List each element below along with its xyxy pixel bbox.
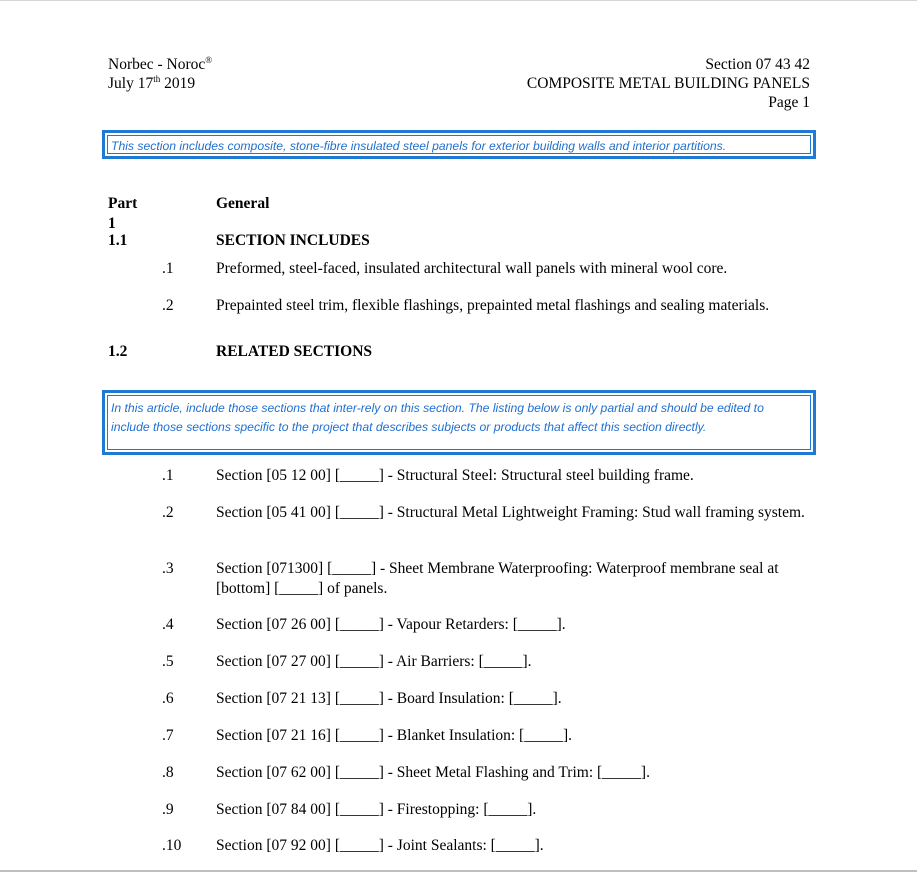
item-number: .6: [162, 690, 174, 707]
item-text: Section [07 21 16] [_____] - Blanket Insulation: [_____].: [216, 727, 573, 744]
item-number: .1: [162, 467, 174, 484]
item-number: .1: [162, 260, 174, 277]
editor-note-related: [102, 390, 816, 455]
document-date: [108, 74, 212, 93]
item-number: .8: [162, 764, 174, 781]
item-text: Section [07 62 00] [_____] - Sheet Metal Flashing and Trim: [_____].: [216, 764, 650, 781]
section-title: COMPOSITE METAL BUILDING PANELS: [526, 75, 810, 92]
item-text: Prepainted steel trim, flexible flashings, prepainted metal flashings and sealing materials.: [216, 297, 770, 314]
page-number: Page 1: [768, 94, 810, 111]
item-number: .7: [162, 727, 174, 744]
header-left: [108, 55, 212, 93]
editor-note-text: In this article, include those sections that inter-rely on this section. The listing below is only partial and should be edited to include those sections specific to the project that describes subjects or products that affect this section directly.: [111, 401, 764, 434]
editor-note-text: This section includes composite, stone-fibre insulated steel panels for exterior building walls and interior partitions.: [111, 139, 727, 153]
company-text: Norbec - Noroc: [108, 56, 206, 73]
part-label: Part 1: [108, 195, 138, 232]
item-text: Section [05 12 00] [_____] - Structural Steel: Structural steel building frame.: [216, 467, 694, 484]
item-text: Section [07 84 00] [_____] - Firestopping: [_____].: [216, 801, 537, 818]
header-right: [527, 55, 810, 112]
article-title: RELATED SECTIONS: [216, 343, 373, 360]
article-title: SECTION INCLUDES: [216, 232, 370, 249]
item-text: Section [07 27 00] [_____] - Air Barriers: [_____].: [216, 653, 532, 670]
section-number: Section 07 43 42: [705, 56, 810, 73]
item-number: .10: [162, 837, 182, 854]
company-name: [108, 55, 212, 74]
item-number: .3: [162, 560, 174, 577]
date-ordinal: th: [153, 74, 161, 84]
date-year: 2019: [160, 75, 196, 92]
part-title: General: [216, 195, 270, 212]
item-number: .9: [162, 801, 174, 818]
item-text: Section [07 21 13] [_____] - Board Insulation: [_____].: [216, 690, 562, 707]
item-number: .4: [162, 616, 174, 633]
item-text: Section [071300] [_____] - Sheet Membrane Waterproofing: Waterproof membrane seal at [bottom] [_____] of panels.: [216, 560, 779, 597]
item-text: Preformed, steel-faced, insulated architectural wall panels with mineral wool core.: [216, 260, 728, 277]
item-text: Section [07 92 00] [_____] - Joint Sealants: [_____].: [216, 837, 544, 854]
page-top-border: [0, 0, 917, 1]
item-number: .5: [162, 653, 174, 670]
item-number: .2: [162, 504, 174, 521]
item-text: Section [07 26 00] [_____] - Vapour Retarders: [_____].: [216, 616, 566, 633]
article-number: 1.2: [108, 343, 128, 360]
date-text: July 17: [108, 75, 154, 92]
item-text: Section [05 41 00] [_____] - Structural Metal Lightweight Framing: Stud wall framing system.: [216, 504, 805, 521]
editor-note-intro: [102, 130, 816, 159]
article-number: 1.1: [108, 232, 128, 249]
item-number: .2: [162, 297, 174, 314]
registered-mark: ®: [205, 55, 213, 65]
